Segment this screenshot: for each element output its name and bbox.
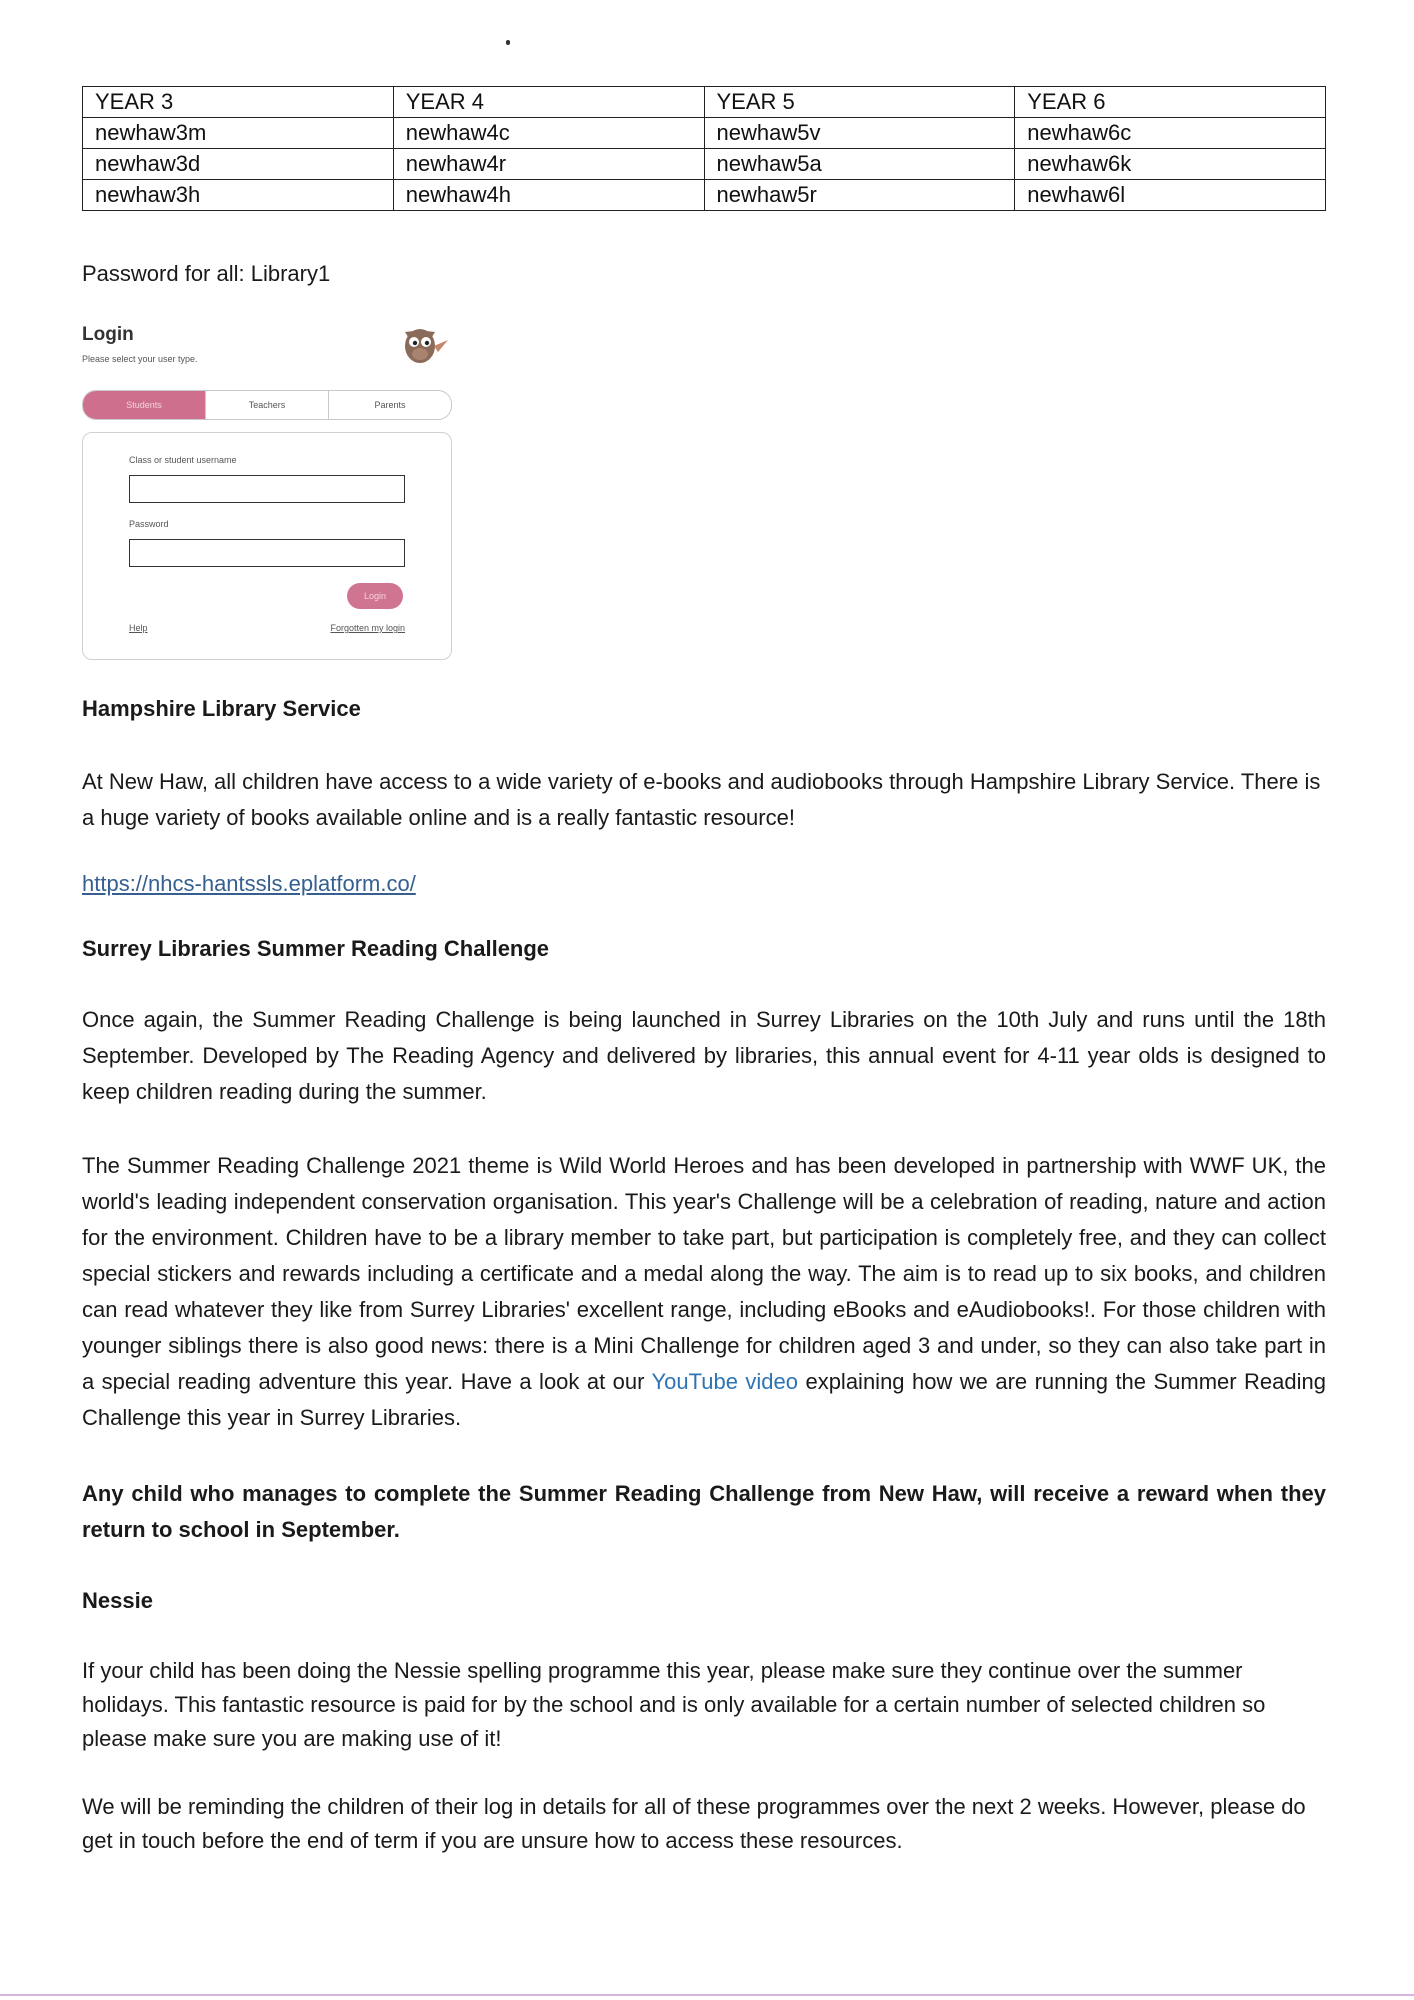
table-row bbox=[83, 180, 1326, 211]
login-subtitle: Please select your user type. bbox=[82, 354, 198, 364]
table-row bbox=[83, 149, 1326, 180]
hampshire-heading: Hampshire Library Service bbox=[82, 696, 361, 721]
login-button: Login bbox=[347, 583, 403, 609]
hampshire-link[interactable]: https://nhcs-hantssls.eplatform.co/ bbox=[82, 871, 416, 896]
nessie-heading: Nessie bbox=[82, 1588, 153, 1613]
password-note: Password for all: Library1 bbox=[82, 261, 331, 286]
table-cell: newhaw5a bbox=[704, 149, 1015, 180]
table-cell: newhaw3d bbox=[83, 149, 394, 180]
owl-mascot-icon bbox=[394, 318, 452, 368]
forgotten-login-link: Forgotten my login bbox=[330, 623, 405, 633]
table-row bbox=[83, 118, 1326, 149]
nessie-para-1: If your child has been doing the Nessie spelling programme this year, please make sure they continue over the summer holidays. This fantastic resource is paid for by the school and is only available for a certain number of selected children so please make sure you are making use of it! bbox=[82, 1658, 1266, 1751]
page-edge-line bbox=[0, 1994, 1414, 1996]
surrey-para-2-text: The Summer Reading Challenge 2021 theme is Wild World Heroes and has been developed in partnership with WWF UK, the world's leading independent conservation organisation. This year's Challenge will be a celebration of reading, nature and action for the environment. Children have to be a library member to take part, but participation is completely free, and they can collect special stickers and rewards including a certificate and a medal along the way. The aim is to read up to six books, and children can read whatever they like from Surrey Libraries' excellent range, including eBooks and eAudiobooks!. For those children with younger siblings there is also good news: there is a Mini Challenge for children aged 3 and under, so they can also take part in a special reading adventure this year. Have a look at our bbox=[82, 1153, 1326, 1394]
surrey-para-2-end: explaining how we are running the Summer Reading Challenge this year in Surrey Libraries. bbox=[82, 1369, 1326, 1430]
table-cell: newhaw6c bbox=[1015, 118, 1326, 149]
password-label: Password bbox=[129, 519, 169, 529]
scan-mark bbox=[506, 40, 510, 45]
username-field bbox=[129, 475, 405, 503]
tab-students: Students bbox=[83, 391, 205, 419]
table-cell: newhaw6l bbox=[1015, 180, 1326, 211]
username-table bbox=[82, 86, 1326, 211]
table-cell: newhaw6k bbox=[1015, 149, 1326, 180]
surrey-reward-note: Any child who manages to complete the Summer Reading Challenge from New Haw, will receive a reward when they return to school in September. bbox=[82, 1481, 1326, 1542]
hampshire-link-line bbox=[82, 866, 1326, 902]
column-header: YEAR 3 bbox=[83, 87, 394, 118]
password-field bbox=[129, 539, 405, 567]
table-cell: newhaw4r bbox=[393, 149, 704, 180]
table-cell: newhaw5r bbox=[704, 180, 1015, 211]
table-header-row bbox=[83, 87, 1326, 118]
surrey-para-2 bbox=[82, 1148, 1326, 1436]
surrey-para-1: Once again, the Summer Reading Challenge is being launched in Surrey Libraries on the 10th July and runs until the 18th September. Developed by The Reading Agency and delivered by libraries, this annual event for 4-11 year olds is designed to keep children reading during the summer. bbox=[82, 1007, 1326, 1104]
login-widget-screenshot bbox=[82, 318, 454, 660]
tab-parents: Parents bbox=[328, 391, 451, 419]
username-label: Class or student username bbox=[129, 455, 237, 465]
table-cell: newhaw5v bbox=[704, 118, 1015, 149]
login-form bbox=[82, 432, 452, 660]
column-header: YEAR 5 bbox=[704, 87, 1015, 118]
column-header: YEAR 6 bbox=[1015, 87, 1326, 118]
hampshire-body: At New Haw, all children have access to a wide variety of e-books and audiobooks through Hampshire Library Service. There is a huge variety of books available online and is a really fantastic resource! bbox=[82, 769, 1321, 830]
column-header: YEAR 4 bbox=[393, 87, 704, 118]
table-cell: newhaw3h bbox=[83, 180, 394, 211]
table-cell: newhaw4c bbox=[393, 118, 704, 149]
tab-teachers: Teachers bbox=[205, 391, 328, 419]
login-title: Login bbox=[82, 324, 134, 345]
nessie-para-2: We will be reminding the children of their log in details for all of these programmes over the next 2 weeks. However, please do get in touch before the end of term if you are unsure how to access these resources. bbox=[82, 1794, 1306, 1853]
table-cell: newhaw4h bbox=[393, 180, 704, 211]
user-type-tabs bbox=[82, 390, 452, 420]
table-cell: newhaw3m bbox=[83, 118, 394, 149]
surrey-heading: Surrey Libraries Summer Reading Challenge bbox=[82, 936, 550, 961]
youtube-video-link[interactable]: YouTube video bbox=[651, 1369, 799, 1394]
help-link: Help bbox=[129, 623, 148, 633]
